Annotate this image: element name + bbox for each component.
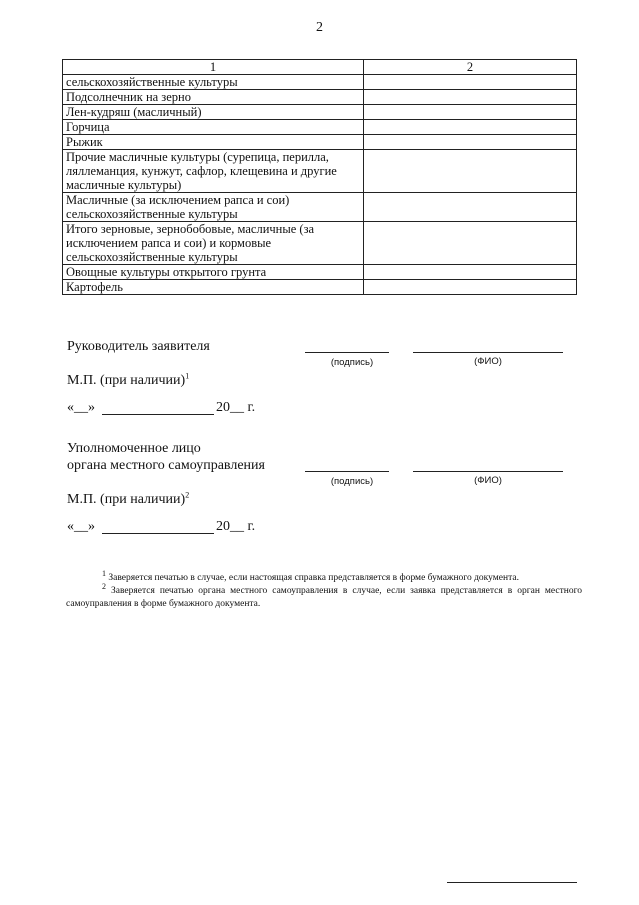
authority-title-line2: органа местного самоуправления bbox=[67, 458, 265, 473]
crop-value-cell[interactable] bbox=[364, 193, 577, 222]
column-header: 2 bbox=[364, 60, 577, 75]
table-row bbox=[63, 193, 577, 222]
authority-stamp-label bbox=[67, 492, 189, 508]
authority-title-line1: Уполномоченное лицо bbox=[67, 441, 201, 456]
table-row bbox=[63, 265, 577, 280]
applicant-date-year: 20__ г. bbox=[216, 400, 256, 415]
applicant-stamp-label bbox=[67, 373, 189, 389]
bottom-divider bbox=[447, 882, 577, 883]
table-row bbox=[63, 222, 577, 265]
applicant-date-prefix: «__» bbox=[67, 400, 95, 415]
footnote-text: Заверяется печатью в случае, если настоящая справка представляется в форме бумажного документа. bbox=[108, 573, 519, 583]
applicant-stamp-text: М.П. (при наличии) bbox=[67, 373, 186, 388]
crop-label: Итого зерновые, зернобобовые, масличные (за исключением рапса и сои) и кормовые сельскохозяйственные культуры bbox=[63, 222, 364, 265]
crop-label: Масличные (за исключением рапса и сои) сельскохозяйственные культуры bbox=[63, 193, 364, 222]
table-row bbox=[63, 120, 577, 135]
column-header: 1 bbox=[63, 60, 364, 75]
applicant-signature-line[interactable] bbox=[305, 352, 389, 353]
applicant-date-month-line[interactable] bbox=[102, 414, 214, 415]
crop-label: Рыжик bbox=[63, 135, 364, 150]
crop-value-cell[interactable] bbox=[364, 75, 577, 90]
table-row bbox=[63, 150, 577, 193]
footnotes bbox=[66, 568, 582, 611]
crop-label: сельскохозяйственные культуры bbox=[63, 75, 364, 90]
crop-label: Лен-кудряш (масличный) bbox=[63, 105, 364, 120]
applicant-name-caption: (ФИО) bbox=[474, 356, 502, 367]
crop-value-cell[interactable] bbox=[364, 265, 577, 280]
applicant-name-line[interactable] bbox=[413, 352, 563, 353]
crop-label: Картофель bbox=[63, 280, 364, 295]
footnote-text: Заверяется печатью органа местного самоуправления в случае, если заявка представляется в орган местного самоуправления в форме бумажного документа. bbox=[66, 586, 582, 609]
authority-date-year: 20__ г. bbox=[216, 519, 256, 534]
crop-label: Подсолнечник на зерно bbox=[63, 90, 364, 105]
crop-label: Горчица bbox=[63, 120, 364, 135]
applicant-title: Руководитель заявителя bbox=[67, 339, 210, 354]
authority-name-caption: (ФИО) bbox=[474, 475, 502, 486]
table-header-row bbox=[63, 60, 577, 75]
authority-signature-line[interactable] bbox=[305, 471, 389, 472]
crop-value-cell[interactable] bbox=[364, 90, 577, 105]
authority-date-prefix: «__» bbox=[67, 519, 95, 534]
applicant-signature-caption: (подпись) bbox=[330, 357, 374, 368]
footnote-1 bbox=[66, 568, 582, 585]
crop-label: Овощные культуры открытого грунта bbox=[63, 265, 364, 280]
table-row bbox=[63, 135, 577, 150]
footnote-ref-1: 1 bbox=[185, 371, 190, 381]
crop-value-cell[interactable] bbox=[364, 150, 577, 193]
table-row bbox=[63, 75, 577, 90]
footnote-mark: 1 bbox=[102, 568, 106, 578]
authority-date-month-line[interactable] bbox=[102, 533, 214, 534]
table-row bbox=[63, 280, 577, 295]
crop-value-cell[interactable] bbox=[364, 280, 577, 295]
authority-stamp-text: М.П. (при наличии) bbox=[67, 492, 186, 507]
crop-value-cell[interactable] bbox=[364, 105, 577, 120]
crop-value-cell[interactable] bbox=[364, 222, 577, 265]
crop-label: Прочие масличные культуры (сурепица, перилла, ляллеманция, кунжут, сафлор, клещевина и другие масличные культуры) bbox=[63, 150, 364, 193]
table-row bbox=[63, 105, 577, 120]
footnote-2 bbox=[66, 581, 582, 611]
crop-table bbox=[62, 59, 577, 295]
footnote-mark: 2 bbox=[102, 581, 106, 591]
footnote-ref-2: 2 bbox=[185, 490, 190, 500]
crop-value-cell[interactable] bbox=[364, 135, 577, 150]
table-row bbox=[63, 90, 577, 105]
authority-name-line[interactable] bbox=[413, 471, 563, 472]
authority-signature-caption: (подпись) bbox=[330, 476, 374, 487]
page-number: 2 bbox=[316, 20, 323, 35]
crop-value-cell[interactable] bbox=[364, 120, 577, 135]
